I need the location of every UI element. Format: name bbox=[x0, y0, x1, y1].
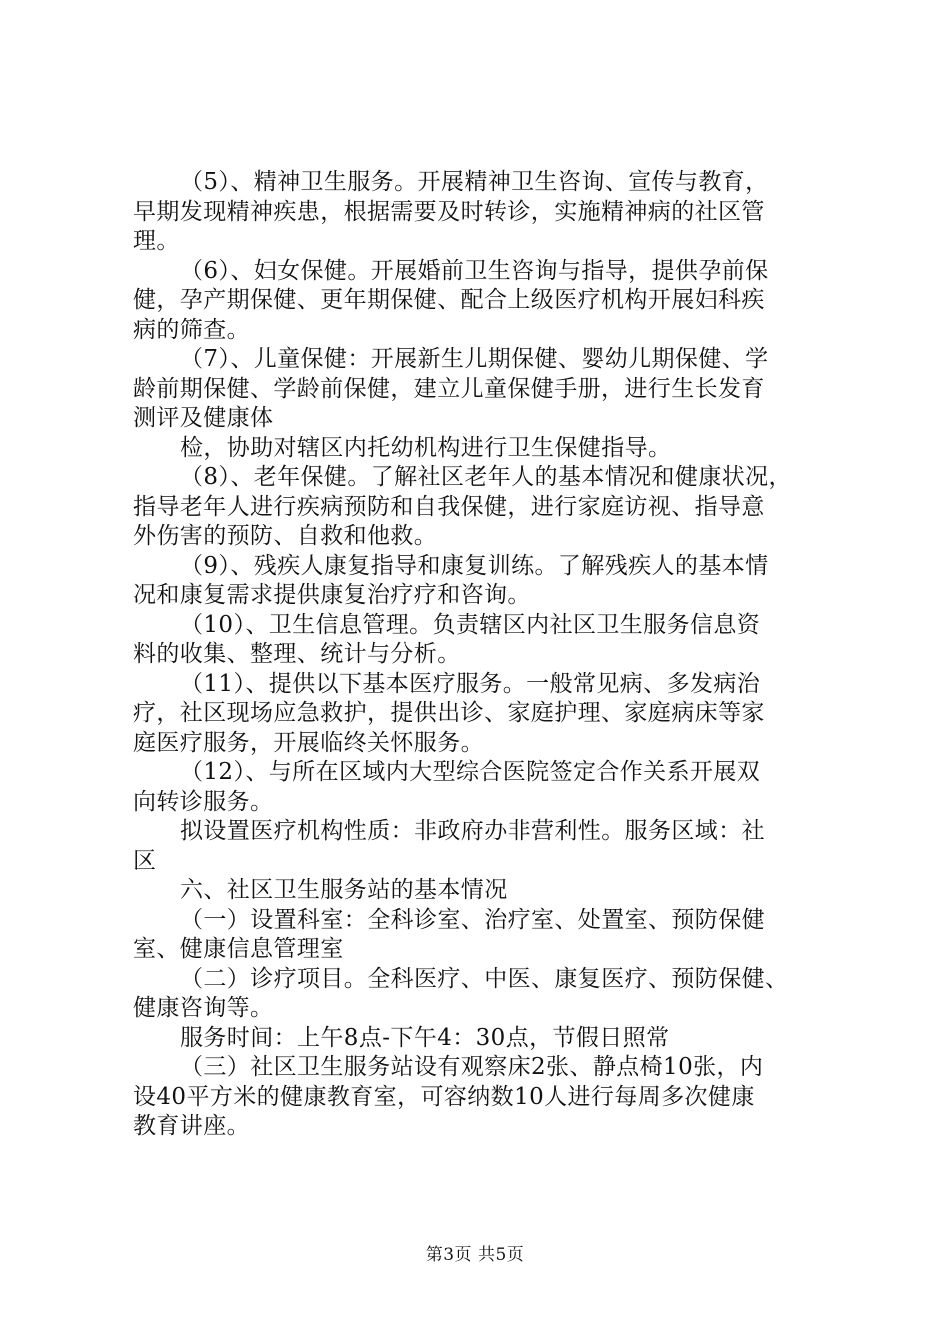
paragraph-line: （10）、卫生信息管理。负责辖区内社区卫生服务信息资 bbox=[180, 611, 761, 638]
paragraph-line: （9）、残疾人康复指导和康复训练。了解残疾人的基本情 bbox=[180, 552, 769, 579]
paragraph-line: 理。 bbox=[133, 228, 180, 254]
paragraph-line: （5）、精神卫生服务。开展精神卫生咨询、宣传与教育， bbox=[180, 169, 769, 195]
paragraph-line: （8）、老年保健。了解社区老年人的基本情况和健康状况， bbox=[180, 464, 792, 490]
paragraph-line: （12）、与所在区域内大型综合医院签定合作关系开展双 bbox=[180, 759, 761, 785]
paragraph-line: 室、健康信息管理室 bbox=[133, 936, 344, 962]
paragraph-line: 龄前期保健、学龄前保健，建立儿童保健手册，进行生长发育 bbox=[133, 375, 765, 402]
paragraph-line: （7）、儿童保健：开展新生儿期保健、婴幼儿期保健、学 bbox=[180, 346, 769, 372]
paragraph-line: 设40平方米的健康教育室，可容纳数10人进行每周多次健康 bbox=[133, 1083, 755, 1110]
page-footer: 第3页 共5页 bbox=[425, 1245, 525, 1265]
paragraph-line: 教育讲座。 bbox=[133, 1113, 250, 1139]
paragraph-line: 检，协助对辖区内托幼机构进行卫生保健指导。 bbox=[180, 434, 672, 461]
paragraph-line: 早期发现精神疾患，根据需要及时转诊，实施精神病的社区管 bbox=[133, 198, 765, 225]
section-heading: 六、社区卫生服务站的基本情况 bbox=[180, 877, 508, 903]
paragraph-line: （三）社区卫生服务站设有观察床2张、静点椅10张，内 bbox=[180, 1054, 764, 1080]
paragraph-line: （11）、提供以下基本医疗服务。一般常见病、多发病治 bbox=[180, 670, 761, 697]
paragraph-line: 外伤害的预防、自救和他救。 bbox=[133, 523, 438, 549]
paragraph-line: 服务时间：上午8点-下午4：30点，节假日照常 bbox=[180, 1024, 670, 1051]
paragraph-line: 拟设置医疗机构性质：非政府办非营利性。服务区域：社 bbox=[180, 818, 765, 844]
paragraph-line: 向转诊服务。 bbox=[133, 788, 274, 815]
paragraph-line: 区 bbox=[133, 847, 157, 874]
paragraph-line: （一）设置科室：全科诊室、治疗室、处置室、预防保健 bbox=[180, 906, 765, 933]
paragraph-line: 况和康复需求提供康复治疗疗和咨询。 bbox=[133, 582, 531, 608]
paragraph-line: 指导老年人进行疾病预防和自我保健，进行家庭访视、指导意 bbox=[133, 493, 765, 520]
paragraph-line: 料的收集、整理、统计与分析。 bbox=[133, 641, 461, 667]
paragraph-line: （6）、妇女保健。开展婚前卫生咨询与指导，提供孕前保 bbox=[180, 257, 769, 284]
document-body bbox=[133, 168, 833, 1142]
paragraph-line: （二）诊疗项目。全科医疗、中医、康复医疗、预防保健、 bbox=[180, 965, 789, 992]
paragraph-line: 健，孕产期保健、更年期保健、配合上级医疗机构开展妇科疾 bbox=[133, 287, 765, 313]
paragraph-line: 病的筛查。 bbox=[133, 316, 250, 343]
paragraph-line: 庭医疗服务，开展临终关怀服务。 bbox=[133, 729, 484, 756]
paragraph-line: 健康咨询等。 bbox=[133, 995, 274, 1021]
paragraph-line: 疗，社区现场应急救护，提供出诊、家庭护理、家庭病床等家 bbox=[133, 700, 765, 726]
paragraph-line: 测评及健康体 bbox=[133, 405, 274, 431]
